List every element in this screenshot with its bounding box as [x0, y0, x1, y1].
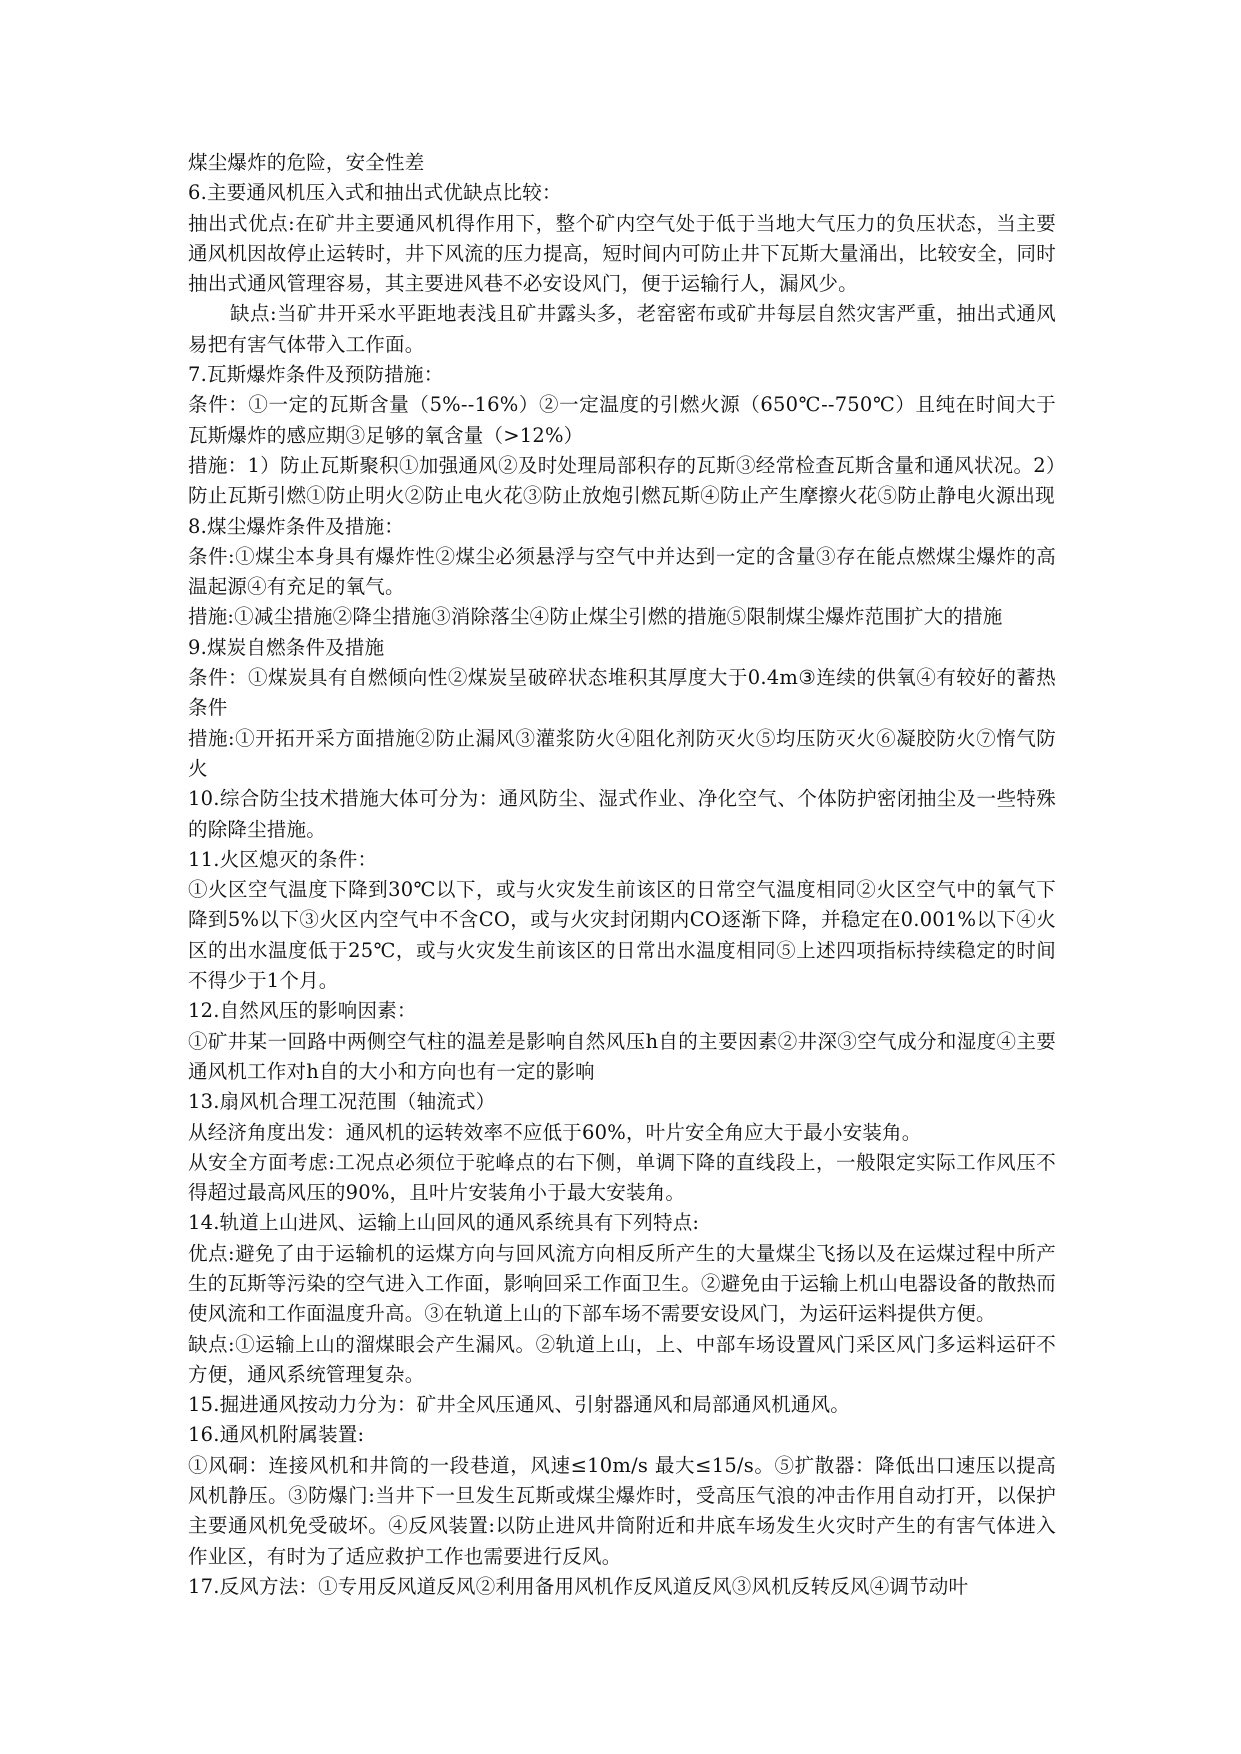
- section-heading: 9.煤炭自燃条件及措施: [188, 635, 385, 659]
- paragraph: 缺点:当矿井开采水平距地表浅且矿井露头多，老窑密布或矿井每层自然灾害严重，抽出式通风易把有害气体带入工作面。: [188, 302, 1056, 356]
- paragraph: 措施：1）防止瓦斯聚积①加强通风②及时处理局部积存的瓦斯③经常检查瓦斯含量和通风状况。2）防止瓦斯引燃①防止明火②防止电火花③防止放炮引燃瓦斯④防止产生摩擦火花⑤防止静电火源出现: [188, 453, 1056, 508]
- paragraph: 条件：①一定的瓦斯含量（5%--16%）②一定温度的引燃火源（650℃--750℃）且纯在时间大于瓦斯爆炸的感应期③足够的氧含量（>12%）: [188, 393, 1056, 447]
- section-heading: 11.火区熄灭的条件：: [188, 847, 378, 871]
- section-heading: 14.轨道上山进风、运输上山回风的通风系统具有下列特点:: [188, 1211, 700, 1235]
- paragraph: 优点:避免了由于运输机的运煤方向与回风流方向相反所产生的大量煤尘飞扬以及在运煤过程中所产生的瓦斯等污染的空气进入工作面，影响回采工作面卫生。②避免由于运输上机山电器设备的散热而使风流和工作面温度升高。③在轨道上山的下部车场不需要安设风门，为运矸运料提供方便。: [188, 1241, 1056, 1326]
- section-heading: 12.自然风压的影响因素：: [188, 999, 417, 1023]
- paragraph: 缺点:①运输上山的溜煤眼会产生漏风。②轨道上山，上、中部车场设置风门采区风门多运料运矸不方便，通风系统管理复杂。: [188, 1332, 1056, 1386]
- paragraph: 煤尘爆炸的危险，安全性差: [188, 151, 425, 174]
- section-heading: 8.煤尘爆炸条件及措施：: [188, 514, 405, 538]
- section-heading: 15.掘进通风按动力分为：矿井全风压通风、引射器通风和局部通风机通风。: [188, 1393, 851, 1417]
- section-heading: 16.通风机附属装置:: [188, 1423, 365, 1447]
- paragraph: 措施:①减尘措施②降尘措施③消除落尘④防止煤尘引燃的措施⑤限制煤尘爆炸范围扩大的措施: [188, 605, 1003, 629]
- paragraph: 条件:①煤尘本身具有爆炸性②煤尘必须悬浮与空气中并达到一定的含量③存在能点燃煤尘爆炸的高温起源④有充足的氧气。: [188, 544, 1056, 599]
- section-heading: 7.瓦斯爆炸条件及预防措施：: [188, 363, 444, 387]
- section-heading: 13.扇风机合理工况范围（轴流式）: [188, 1090, 496, 1114]
- paragraph: 条件：①煤炭具有自燃倾向性②煤炭呈破碎状态堆积其厚度大于0.4m③连续的供氧④有较好的蓄热条件: [188, 666, 1056, 720]
- paragraph: 措施:①开拓开采方面措施②防止漏风③灌浆防火④阻化剂防灭火⑤均压防灭火⑥凝胶防火⑦惰气防火: [188, 726, 1056, 780]
- section-heading: 10.综合防尘技术措施大体可分为：通风防尘、湿式作业、净化空气、个体防护密闭抽尘及一些特殊的除降尘措施。: [188, 787, 1056, 841]
- paragraph: 从安全方面考虑:工况点必须位于驼峰点的右下侧，单调下降的直线段上，一般限定实际工作风压不得超过最高风压的90%，且叶片安装角小于最大安装角。: [188, 1150, 1056, 1205]
- document-body: [188, 148, 1056, 1602]
- paragraph: 抽出式优点:在矿井主要通风机得作用下，整个矿内空气处于低于当地大气压力的负压状态，当主要通风机因故停止运转时，井下风流的压力提高，短时间内可防止井下瓦斯大量涌出，比较安全，同时抽出式通风管理容易，其主要进风巷不必安设风门，便于运输行人，漏风少。: [188, 211, 1056, 296]
- section-heading: 6.主要通风机压入式和抽出式优缺点比较：: [188, 181, 562, 205]
- paragraph: ①矿井某一回路中两侧空气柱的温差是影响自然风压h自的主要因素②井深③空气成分和湿度④主要通风机工作对h自的大小和方向也有一定的影响: [188, 1029, 1056, 1083]
- paragraph: 从经济角度出发：通风机的运转效率不应低于60%，叶片安全角应大于最小安装角。: [188, 1120, 922, 1144]
- section-heading: 17.反风方法：①专用反风道反风②利用备用风机作反风道反风③风机反转反风④调节动叶: [188, 1574, 969, 1598]
- paragraph: ①风硐：连接风机和井筒的一段巷道，风速≤10m/s 最大≤15/s。⑤扩散器：降低出口速压以提高风机静压。③防爆门:当井下一旦发生瓦斯或煤尘爆炸时，受高压气浪的冲击作用自动打开，以保护主要通风机免受破坏。④反风装置:以防止进风井筒附近和井底车场发生火灾时产生的有害气体进入作业区，有时为了适应救护工作也需要进行反风。: [188, 1453, 1056, 1568]
- paragraph: ①火区空气温度下降到30℃以下，或与火灾发生前该区的日常空气温度相同②火区空气中的氧气下降到5%以下③火区内空气中不含CO，或与火灾封闭期内CO逐渐下降，并稳定在0.001%以下④火区的出水温度低于25℃，或与火灾发生前该区的日常出水温度相同⑤上述四项指标持续稳定的时间不得少于1个月。: [188, 878, 1056, 993]
